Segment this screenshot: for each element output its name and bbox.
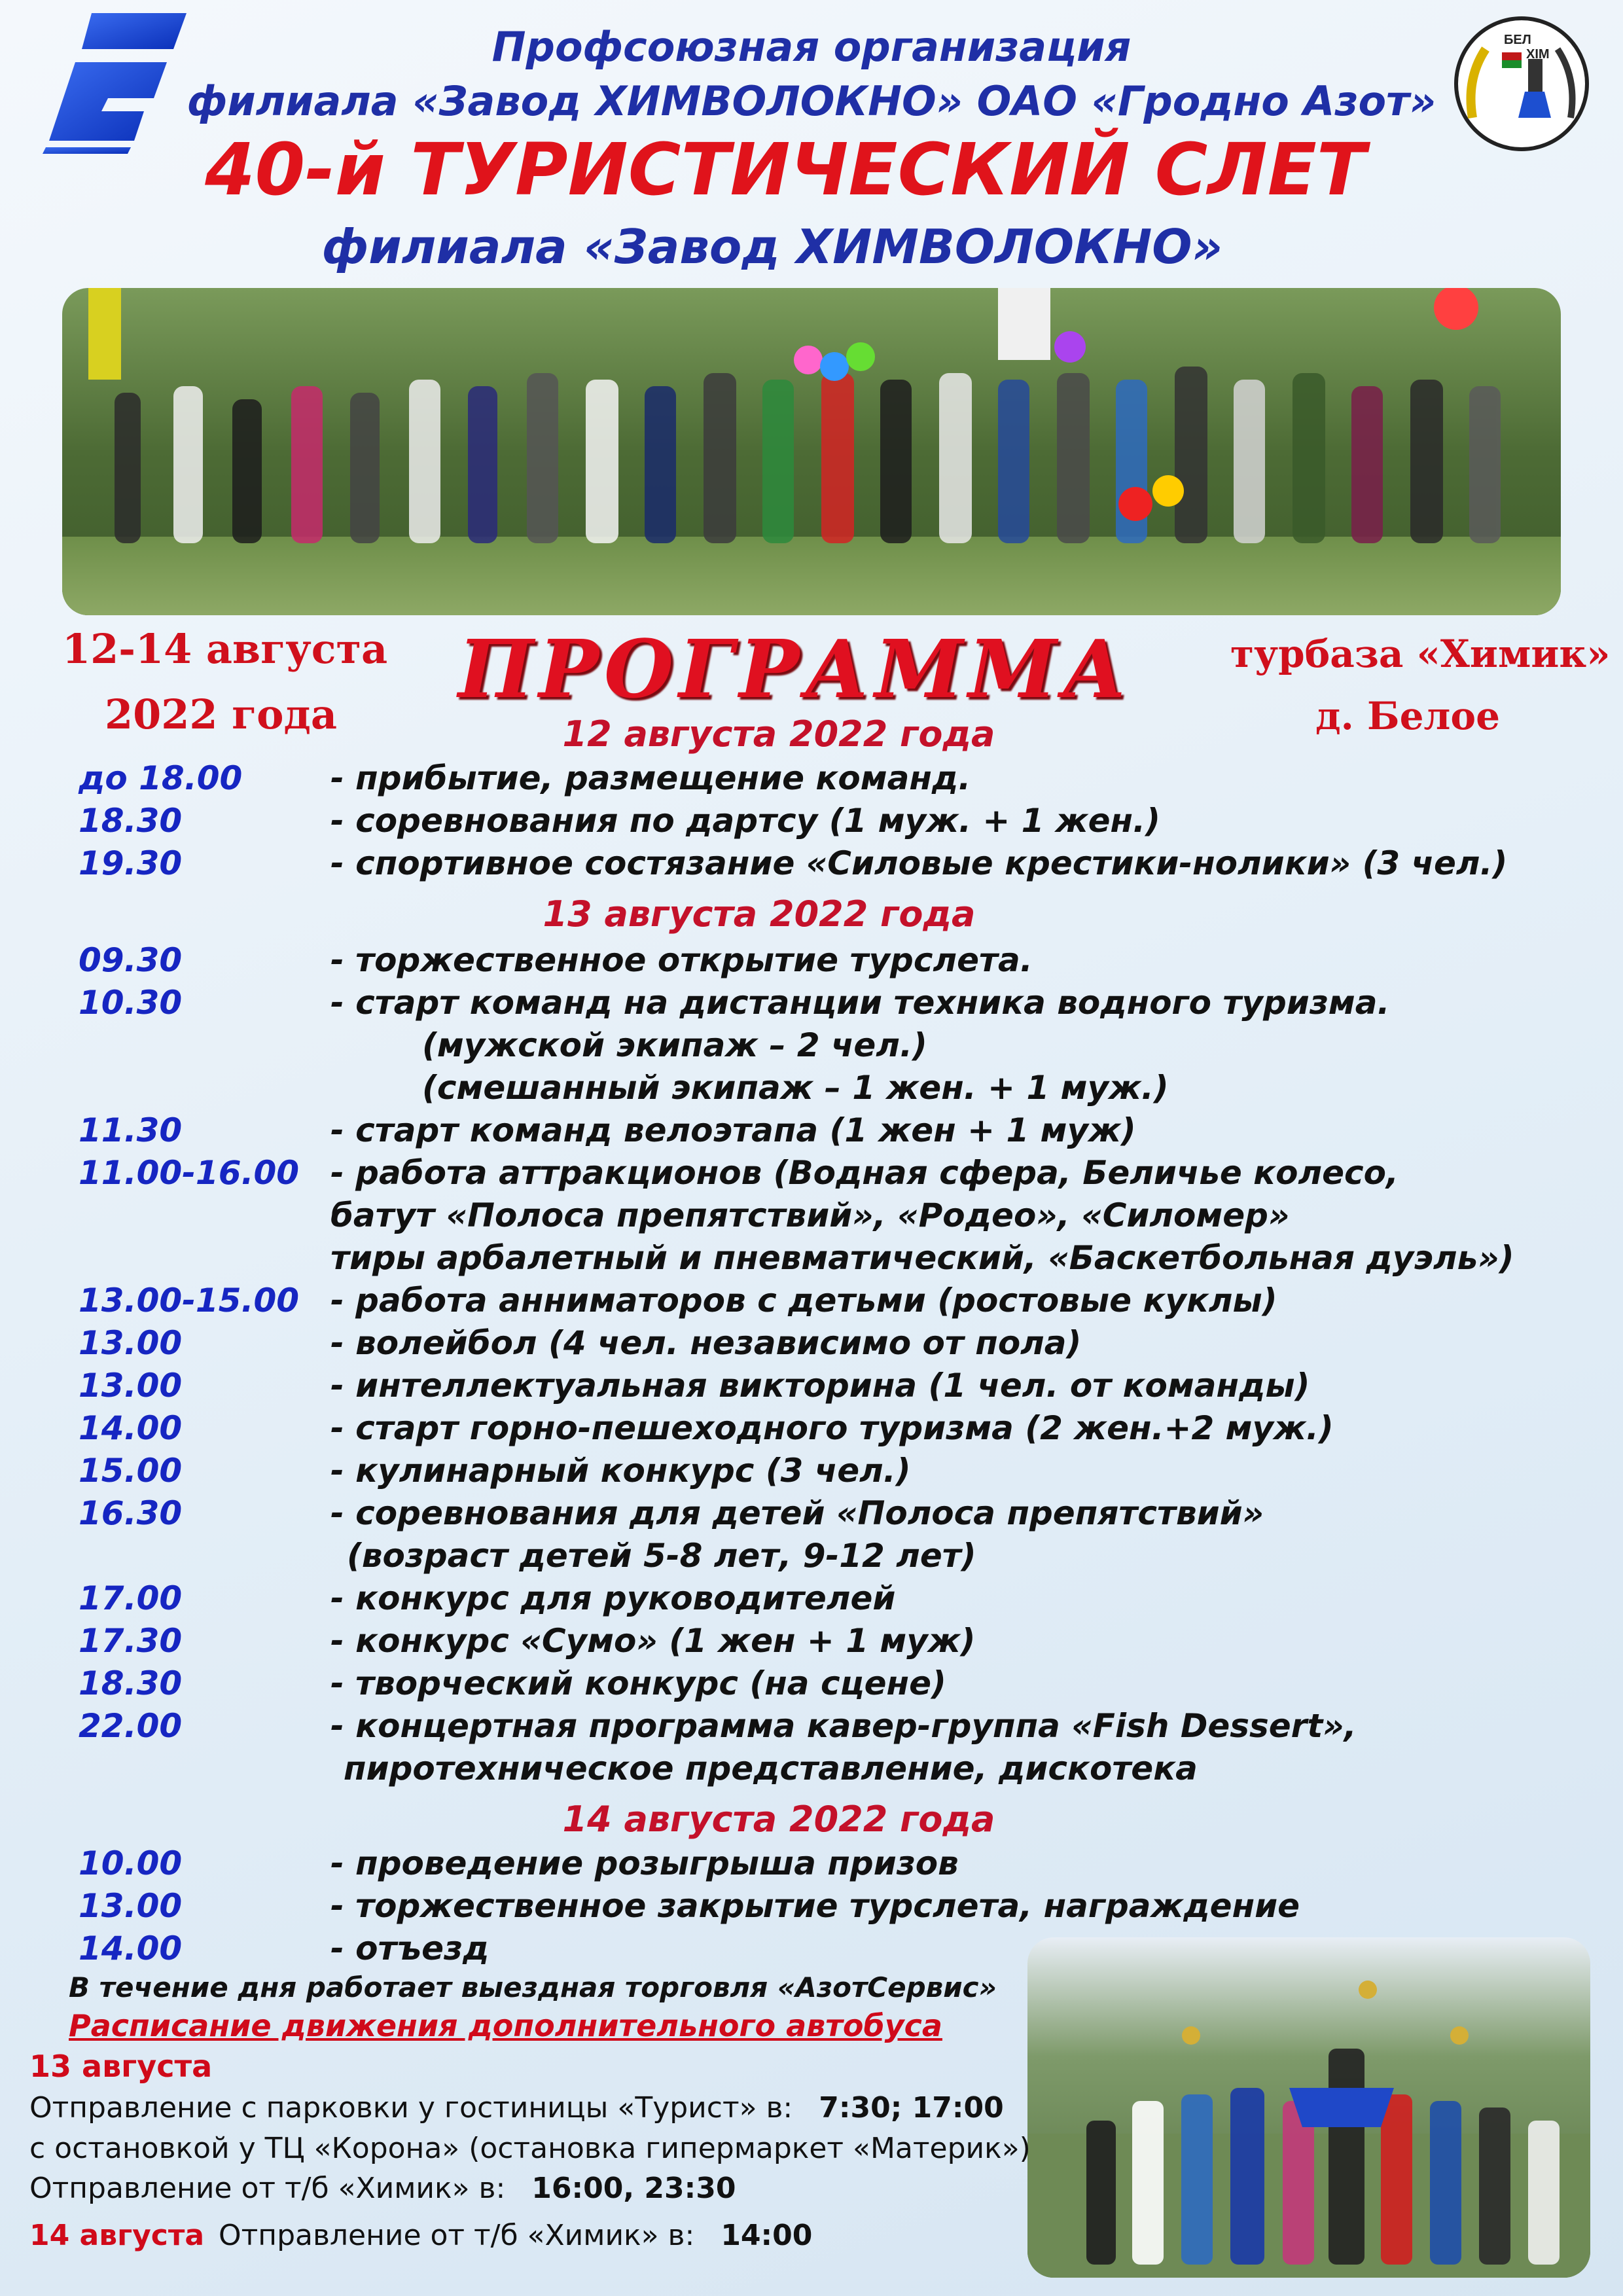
aug13-line2: с остановкой у ТЦ «Корона» (остановка гипермаркет «Материк») [29,2132,1031,2165]
row-desc: - соревнования по дартсу (1 муж. + 1 жен.) [330,802,1160,840]
row-time: 11.00-16.00 [79,1154,300,1192]
row-desc: - интеллектуальная викторина (1 чел. от команды) [330,1367,1310,1405]
row-time: 15.00 [79,1452,183,1490]
row-desc: - конкурс «Сумо» (1 жен + 1 муж) [330,1622,976,1660]
event-subtitle: филиала «Завод ХИМВОЛОКНО» [321,219,1223,274]
row-desc: - торжественное открытие турслета. [330,941,1033,979]
row-time: 17.30 [79,1622,183,1660]
aug14-time: 14:00 [721,2219,813,2252]
event-dates-line2: 2022 года [105,691,337,738]
row-time: 13.00-15.00 [79,1282,300,1319]
org-name-line2: филиала «Завод ХИМВОЛОКНО» ОАО «Гродно Азот» [187,77,1436,125]
row-desc: - волейбол (4 чел. независимо от пола) [330,1324,1082,1362]
row-desc: - старт команд на дистанции техника водного туризма. [330,984,1390,1022]
group-photo [62,288,1561,615]
awards-photo [1027,1937,1590,2278]
row-time: 16.30 [79,1494,183,1532]
row-time: 18.30 [79,802,183,840]
row-desc: - отъезд [330,1929,490,1967]
aug13-line1-times: 7:30; 17:00 [819,2091,1004,2125]
trade-note: В течение дня работает выездная торговля «АзотСервис» [69,1971,997,2003]
row-desc: - концертная программа кавер-группа «Fish Dessert», [330,1707,1357,1745]
aug14-line [29,2219,812,2252]
row-desc: - кулинарный конкурс (3 чел.) [330,1452,911,1490]
row-time: 09.30 [79,941,183,979]
day2-heading: 13 августа 2022 года [543,893,976,935]
event-title: 40-й ТУРИСТИЧЕСКИЙ СЛЕТ [205,128,1366,211]
row-time: 14.00 [79,1929,183,1967]
row-time: 18.30 [79,1664,183,1702]
row-continuation: (смешанный экипаж – 1 жен. + 1 муж.) [422,1069,1169,1107]
row-desc: - старт команд велоэтапа (1 жен + 1 муж) [330,1111,1136,1149]
logo-text-top: БЕЛ [1504,33,1531,47]
row-desc: - старт горно-пешеходного туризма (2 жен.+2 муж.) [330,1409,1334,1447]
row-desc: - прибытие, размещение команд. [330,759,971,797]
row-continuation: батут «Полоса препятствий», «Родео», «Силомер» [330,1196,1290,1234]
row-time: 17.00 [79,1579,183,1617]
aug14-text: Отправление от т/б «Химик» в: [219,2219,695,2252]
aug13-line3 [29,2172,736,2205]
row-time: 11.30 [79,1111,183,1149]
row-continuation: (мужской экипаж – 2 чел.) [422,1026,927,1064]
row-time: до 18.00 [79,759,243,797]
event-place-line2: д. Белое [1315,694,1500,738]
row-time: 13.00 [79,1887,183,1925]
row-continuation: тиры арбалетный и пневматический, «Баскетбольная дуэль») [330,1239,1514,1277]
row-desc: - работа анниматоров с детьми (ростовые куклы) [330,1282,1277,1319]
aug13-line1 [29,2091,1004,2125]
bus-schedule-title: Расписание движения дополнительного автобуса [69,2008,942,2043]
row-time: 19.30 [79,844,183,882]
row-desc: - проведение розыгрыша призов [330,1844,959,1882]
aug13-line1-text: Отправление с парковки у гостиницы «Турист» в: [29,2091,793,2125]
row-desc: - торжественное закрытие турслета, награждение [330,1887,1300,1925]
logo-text-mid: ХІМ [1526,47,1550,62]
aug14-label: 14 августа [29,2219,205,2252]
org-name-line1: Профсоюзная организация [491,23,1132,71]
day1-heading: 12 августа 2022 года [562,713,995,755]
day3-heading: 14 августа 2022 года [562,1799,995,1840]
row-continuation: (возраст детей 5-8 лет, 9-12 лет) [347,1537,976,1575]
row-time: 14.00 [79,1409,183,1447]
row-desc: - конкурс для руководителей [330,1579,896,1617]
row-desc: - соревнования для детей «Полоса препятствий» [330,1494,1264,1532]
row-desc: - работа аттракционов (Водная сфера, Беличье колесо, [330,1154,1399,1192]
row-time: 13.00 [79,1324,183,1362]
event-dates-line1: 12-14 августа [62,625,388,673]
row-desc: - творческий конкурс (на сцене) [330,1664,946,1702]
aug13-line3-text: Отправление от т/б «Химик» в: [29,2172,506,2205]
row-time: 10.30 [79,984,183,1022]
aug13-label: 13 августа [29,2049,213,2084]
row-continuation: пиротехническое представление, дискотека [344,1749,1198,1787]
event-place-line1: турбаза «Химик» [1230,632,1611,676]
program-title: ПРОГРАММА [458,622,1133,716]
row-desc: - спортивное состязание «Силовые крестики-нолики» (3 чел.) [330,844,1508,882]
row-time: 13.00 [79,1367,183,1405]
row-time: 10.00 [79,1844,183,1882]
row-time: 22.00 [79,1707,183,1745]
aug13-line3-times: 16:00, 23:30 [531,2172,736,2205]
